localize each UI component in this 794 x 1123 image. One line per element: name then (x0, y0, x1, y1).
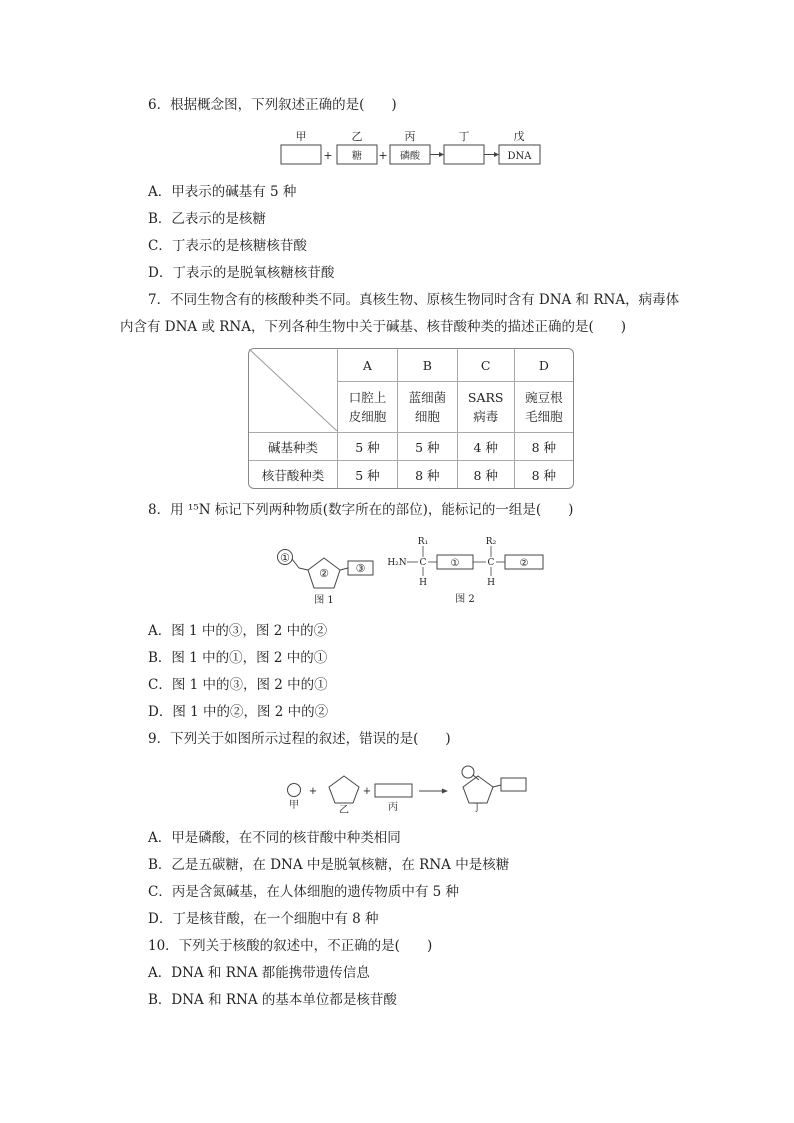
q8-fig1-pentagon-label: ② (319, 567, 329, 580)
q6-box-wu-text: DNA (507, 151, 532, 162)
q6-box-ding (444, 145, 484, 164)
q9-label-ding: 丁 (472, 803, 482, 813)
q9-label-yi: 乙 (339, 805, 349, 813)
q7-col-b: B (398, 349, 458, 382)
q8-option-d: D．图 1 中的②，图 2 中的② (148, 704, 329, 720)
q8-option-b: B．图 1 中的①，图 2 中的① (148, 650, 328, 666)
q10-option-a: A．DNA 和 RNA 都能携带遗传信息 (148, 965, 370, 981)
q8-fig1-caption: 图 1 (314, 595, 334, 606)
q8-fig2-box1-label: ① (450, 558, 460, 569)
q6-box-jia (281, 145, 321, 164)
q10-stem: 10．下列关于核酸的叙述中，不正确的是( ) (148, 938, 433, 954)
q10-option-b: B．DNA 和 RNA 的基本单位都是核苷酸 (148, 992, 397, 1008)
q8-fig2-h2: H (487, 578, 495, 588)
q7-cell: 5 种 (398, 433, 458, 461)
q7-col-c: C (458, 349, 515, 382)
q8-fig1-circle-label: ① (280, 551, 290, 565)
q7-table-diagonal (249, 349, 337, 431)
q6-plus-2: + (378, 149, 388, 162)
q9-base-box (375, 784, 412, 797)
q7-organism-d: 豌豆根 毛细胞 (515, 382, 573, 433)
q7-row-label: 核苷酸种类 (249, 461, 338, 488)
q7-cell: 8 种 (515, 433, 573, 461)
q9-option-d: D．丁是核苷酸，在一个细胞中有 8 种 (148, 911, 379, 927)
q7-cell: 4 种 (458, 433, 515, 461)
q7-row-nucleotides (249, 461, 573, 488)
q6-option-c: C．丁表示的是核糖核苷酸 (148, 238, 307, 254)
q9-product-phosphate (462, 766, 474, 778)
q8-fig1-box-label: ③ (355, 562, 366, 575)
q7-stem-line1: 7．不同生物含有的核酸种类不同。真核生物、原核生物同时含有 DNA 和 RNA，病毒体 (148, 292, 680, 308)
q9-option-a: A．甲是磷酸，在不同的核苷酸中种类相同 (148, 830, 401, 846)
q7-table (248, 348, 574, 489)
q7-organism-b: 蓝细菌 细胞 (398, 382, 458, 433)
q7-cell: 5 种 (338, 461, 398, 488)
q8-figure-2 (385, 533, 547, 611)
q8-fig2-box2-label: ② (519, 558, 529, 569)
q7-stem-line2: 内含有 DNA 或 RNA，下列各种生物中关于碱基、核苷酸种类的描述正确的是( ) (120, 319, 627, 335)
q8-fig2-r2: R₂ (485, 537, 497, 547)
q8-stem: 8．用 ¹⁵N 标记下列两种物质(数字所在的部位)，能标记的一组是( ) (148, 502, 574, 518)
q8-fig2-caption: 图 2 (455, 594, 475, 605)
q7-col-a: A (338, 349, 398, 382)
q7-organism-c: SARS 病毒 (458, 382, 515, 433)
q9-plus-1: + (308, 786, 318, 797)
q9-option-b: B．乙是五碳糖，在 DNA 中是脱氧核糖，在 RNA 中是核糖 (148, 857, 510, 873)
q9-process-diagram (285, 763, 530, 817)
q9-product-base (501, 778, 526, 791)
q9-pentose-pentagon (329, 776, 359, 803)
q9-plus-2: + (362, 786, 372, 797)
q6-label-wu: 戊 (513, 130, 525, 143)
q9-stem: 9．下列关于如图所示过程的叙述，错误的是( ) (148, 731, 451, 747)
q9-option-c: C．丙是含氮碱基，在人体细胞的遗传物质中有 5 种 (148, 884, 460, 900)
q7-table-corner-cell (249, 349, 338, 433)
q8-fig2-c2: C (487, 558, 495, 568)
q8-fig2-r1: R₁ (417, 537, 429, 547)
q7-row-label: 碱基种类 (249, 433, 338, 461)
q8-figure-1 (272, 535, 382, 611)
q7-col-d: D (515, 349, 573, 382)
q8-fig2-h2n: H₂N (387, 558, 407, 568)
q6-label-jia: 甲 (295, 130, 307, 143)
q6-option-b: B．乙表示的是核糖 (148, 211, 266, 227)
q7-cell: 8 种 (398, 461, 458, 488)
q8-fig2-h1: H (419, 578, 427, 588)
q8-fig2-c1: C (419, 558, 427, 568)
q7-cell: 8 种 (458, 461, 515, 488)
q8-option-c: C．图 1 中的③，图 2 中的① (148, 677, 328, 693)
q6-label-yi: 乙 (351, 130, 363, 143)
q7-row-bases (249, 433, 573, 461)
q6-plus-1: + (323, 149, 333, 162)
q8-option-a: A．图 1 中的③，图 2 中的② (148, 623, 328, 639)
q6-option-a: A．甲表示的碱基有 5 种 (148, 184, 297, 200)
q6-box-yi-text: 糖 (352, 151, 362, 162)
q6-box-bing-text: 磷酸 (400, 151, 420, 162)
q9-product-pentose (463, 776, 493, 803)
q6-stem: 6．根据概念图，下列叙述正确的是( ) (148, 97, 397, 113)
q6-option-d: D．丁表示的是脱氧核糖核苷酸 (148, 265, 335, 281)
q9-phosphate-circle (288, 784, 301, 797)
q7-cell: 8 种 (531, 467, 557, 483)
q7-cell: 5 种 (338, 433, 398, 461)
q6-label-bing: 丙 (404, 130, 416, 143)
q9-label-bing: 丙 (388, 802, 398, 813)
q7-organism-a: 口腔上 皮细胞 (338, 382, 398, 433)
q6-concept-diagram (280, 129, 545, 173)
q6-label-ding: 丁 (458, 130, 470, 143)
q9-label-jia: 甲 (289, 800, 299, 811)
